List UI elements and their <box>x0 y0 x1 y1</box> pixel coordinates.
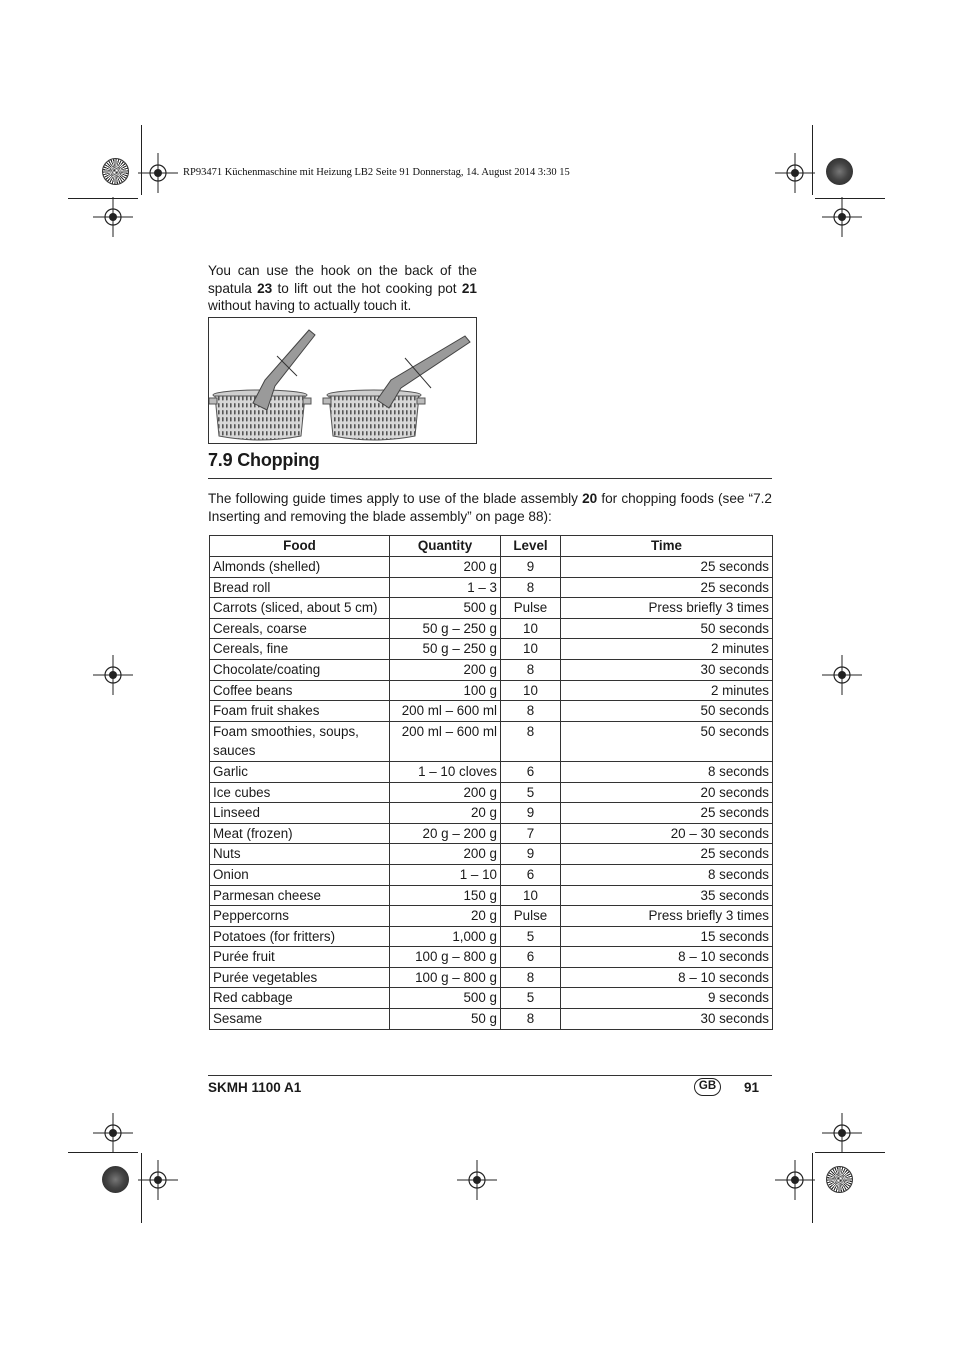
food-cell: Meat (frozen) <box>210 823 390 844</box>
table-row <box>210 618 773 639</box>
food-cell: Almonds (shelled) <box>210 557 390 578</box>
table-row <box>210 639 773 660</box>
time-cell: 30 seconds <box>561 659 773 680</box>
quantity-cell: 100 g <box>390 680 501 701</box>
quantity-cell: 200 ml – 600 ml <box>390 721 501 761</box>
level-cell: 8 <box>501 577 561 598</box>
level-cell: 7 <box>501 823 561 844</box>
dark-seal-icon <box>102 1166 129 1193</box>
quantity-cell: 20 g – 200 g <box>390 823 501 844</box>
food-cell: Linseed <box>210 803 390 824</box>
model-code: SKMH 1100 A1 <box>208 1080 302 1095</box>
level-cell: Pulse <box>501 598 561 619</box>
quantity-cell: 100 g – 800 g <box>390 967 501 988</box>
food-cell: Garlic <box>210 761 390 782</box>
level-cell: 10 <box>501 639 561 660</box>
time-cell: 20 – 30 seconds <box>561 823 773 844</box>
time-cell: 30 seconds <box>561 1009 773 1030</box>
level-cell: 10 <box>501 618 561 639</box>
blade-number: 20 <box>582 491 598 506</box>
food-cell: Carrots (sliced, about 5 cm) <box>210 598 390 619</box>
table-row <box>210 680 773 701</box>
food-cell: Foam smoothies, soups, sauces <box>210 721 390 761</box>
table-row <box>210 844 773 865</box>
starburst-mark-icon <box>826 1166 853 1193</box>
print-header: RP93471 Küchenmaschine mit Heizung LB2 Seite 91 Donnerstag, 14. August 2014 3:30 15 <box>183 167 570 178</box>
level-cell: 8 <box>501 659 561 680</box>
table-header-row <box>210 536 773 557</box>
food-cell: Peppercorns <box>210 906 390 927</box>
level-cell: 6 <box>501 761 561 782</box>
level-cell: 9 <box>501 844 561 865</box>
quantity-cell: 1 – 3 <box>390 577 501 598</box>
level-cell: 5 <box>501 988 561 1009</box>
food-cell: Chocolate/coating <box>210 659 390 680</box>
table-row <box>210 864 773 885</box>
time-cell: 20 seconds <box>561 782 773 803</box>
time-cell: 9 seconds <box>561 988 773 1009</box>
table-row <box>210 988 773 1009</box>
level-cell: 5 <box>501 782 561 803</box>
time-cell: 50 seconds <box>561 721 773 761</box>
food-cell: Sesame <box>210 1009 390 1030</box>
time-cell: 8 – 10 seconds <box>561 947 773 968</box>
table-row <box>210 803 773 824</box>
time-cell: Press briefly 3 times <box>561 598 773 619</box>
quantity-cell: 150 g <box>390 885 501 906</box>
time-cell: 8 – 10 seconds <box>561 967 773 988</box>
table-row <box>210 967 773 988</box>
registration-mark-icon <box>138 1160 178 1200</box>
pot-right <box>323 336 470 440</box>
quantity-cell: 20 g <box>390 803 501 824</box>
food-cell: Parmesan cheese <box>210 885 390 906</box>
level-cell: 6 <box>501 864 561 885</box>
pot-number: 21 <box>461 280 477 296</box>
level-cell: 5 <box>501 926 561 947</box>
food-cell: Coffee beans <box>210 680 390 701</box>
registration-mark-icon <box>93 1113 133 1153</box>
column-header-time: Time <box>561 536 773 557</box>
time-cell: 8 seconds <box>561 864 773 885</box>
level-cell: 10 <box>501 680 561 701</box>
table-row <box>210 1009 773 1030</box>
level-cell: 8 <box>501 701 561 722</box>
spatula-number: 23 <box>257 280 273 296</box>
chopping-times-table <box>209 535 773 1030</box>
food-cell: Cereals, fine <box>210 639 390 660</box>
time-cell: 25 seconds <box>561 557 773 578</box>
guide-paragraph <box>208 490 772 525</box>
time-cell: 15 seconds <box>561 926 773 947</box>
intro-text: to lift out the hot cooking pot <box>272 280 462 296</box>
guide-text: The following guide times apply to use of the blade assembly <box>208 491 583 506</box>
table-row <box>210 659 773 680</box>
food-cell: Ice cubes <box>210 782 390 803</box>
cooking-pot-illustration-icon <box>209 318 476 443</box>
food-cell: Cereals, coarse <box>210 618 390 639</box>
level-cell: 8 <box>501 1009 561 1030</box>
column-header-food: Food <box>210 536 390 557</box>
time-cell: 35 seconds <box>561 885 773 906</box>
registration-mark-icon <box>138 153 178 193</box>
table-row <box>210 598 773 619</box>
level-cell: 8 <box>501 967 561 988</box>
dark-seal-icon <box>826 158 853 185</box>
level-cell: Pulse <box>501 906 561 927</box>
time-cell: 50 seconds <box>561 701 773 722</box>
quantity-cell: 1,000 g <box>390 926 501 947</box>
quantity-cell: 100 g – 800 g <box>390 947 501 968</box>
table-row <box>210 926 773 947</box>
level-cell: 9 <box>501 557 561 578</box>
footer-divider <box>208 1075 772 1076</box>
registration-mark-icon <box>93 655 133 695</box>
language-badge: GB <box>694 1078 721 1096</box>
time-cell: 25 seconds <box>561 844 773 865</box>
quantity-cell: 200 g <box>390 782 501 803</box>
section-divider <box>208 478 772 479</box>
quantity-cell: 500 g <box>390 598 501 619</box>
table-row <box>210 947 773 968</box>
column-header-level: Level <box>501 536 561 557</box>
food-cell: Nuts <box>210 844 390 865</box>
intro-paragraph <box>208 262 477 315</box>
quantity-cell: 20 g <box>390 906 501 927</box>
food-cell: Red cabbage <box>210 988 390 1009</box>
quantity-cell: 1 – 10 cloves <box>390 761 501 782</box>
registration-mark-icon <box>457 1160 497 1200</box>
registration-mark-icon <box>775 1160 815 1200</box>
quantity-cell: 50 g – 250 g <box>390 618 501 639</box>
quantity-cell: 200 g <box>390 557 501 578</box>
table-row <box>210 906 773 927</box>
starburst-mark-icon <box>102 158 129 185</box>
quantity-cell: 200 g <box>390 844 501 865</box>
table-row <box>210 823 773 844</box>
spatula-hook-illustration <box>208 317 477 444</box>
time-cell: 25 seconds <box>561 577 773 598</box>
table-row <box>210 782 773 803</box>
food-cell: Onion <box>210 864 390 885</box>
time-cell: 2 minutes <box>561 639 773 660</box>
time-cell: 50 seconds <box>561 618 773 639</box>
registration-mark-icon <box>822 1113 862 1153</box>
time-cell: Press briefly 3 times <box>561 906 773 927</box>
column-header-quantity: Quantity <box>390 536 501 557</box>
pot-left <box>209 330 315 440</box>
level-cell: 10 <box>501 885 561 906</box>
registration-mark-icon <box>775 153 815 193</box>
time-cell: 2 minutes <box>561 680 773 701</box>
table-row <box>210 557 773 578</box>
section-heading: 7.9 Chopping <box>208 450 320 470</box>
quantity-cell: 50 g <box>390 1009 501 1030</box>
quantity-cell: 50 g – 250 g <box>390 639 501 660</box>
registration-mark-icon <box>822 197 862 237</box>
intro-text: You can use the hook on the back of the spatula <box>208 263 477 296</box>
table-row <box>210 721 773 761</box>
time-cell: 8 seconds <box>561 761 773 782</box>
registration-mark-icon <box>822 655 862 695</box>
quantity-cell: 200 ml – 600 ml <box>390 701 501 722</box>
guide-text: for chopping foods (see “7.2 Inserting and removing the blade assembly” on page 88): <box>208 491 772 524</box>
level-cell: 6 <box>501 947 561 968</box>
quantity-cell: 1 – 10 <box>390 864 501 885</box>
table-row <box>210 885 773 906</box>
page-number: 91 <box>744 1080 760 1095</box>
food-cell: Purée fruit <box>210 947 390 968</box>
level-cell: 8 <box>501 721 561 761</box>
table-row <box>210 761 773 782</box>
table-row <box>210 577 773 598</box>
food-cell: Potatoes (for fritters) <box>210 926 390 947</box>
quantity-cell: 200 g <box>390 659 501 680</box>
intro-text: without having to actually touch it. <box>208 298 412 313</box>
food-cell: Foam fruit shakes <box>210 701 390 722</box>
food-cell: Purée vegetables <box>210 967 390 988</box>
food-cell: Bread roll <box>210 577 390 598</box>
quantity-cell: 500 g <box>390 988 501 1009</box>
table-row <box>210 701 773 722</box>
level-cell: 9 <box>501 803 561 824</box>
time-cell: 25 seconds <box>561 803 773 824</box>
registration-mark-icon <box>93 197 133 237</box>
